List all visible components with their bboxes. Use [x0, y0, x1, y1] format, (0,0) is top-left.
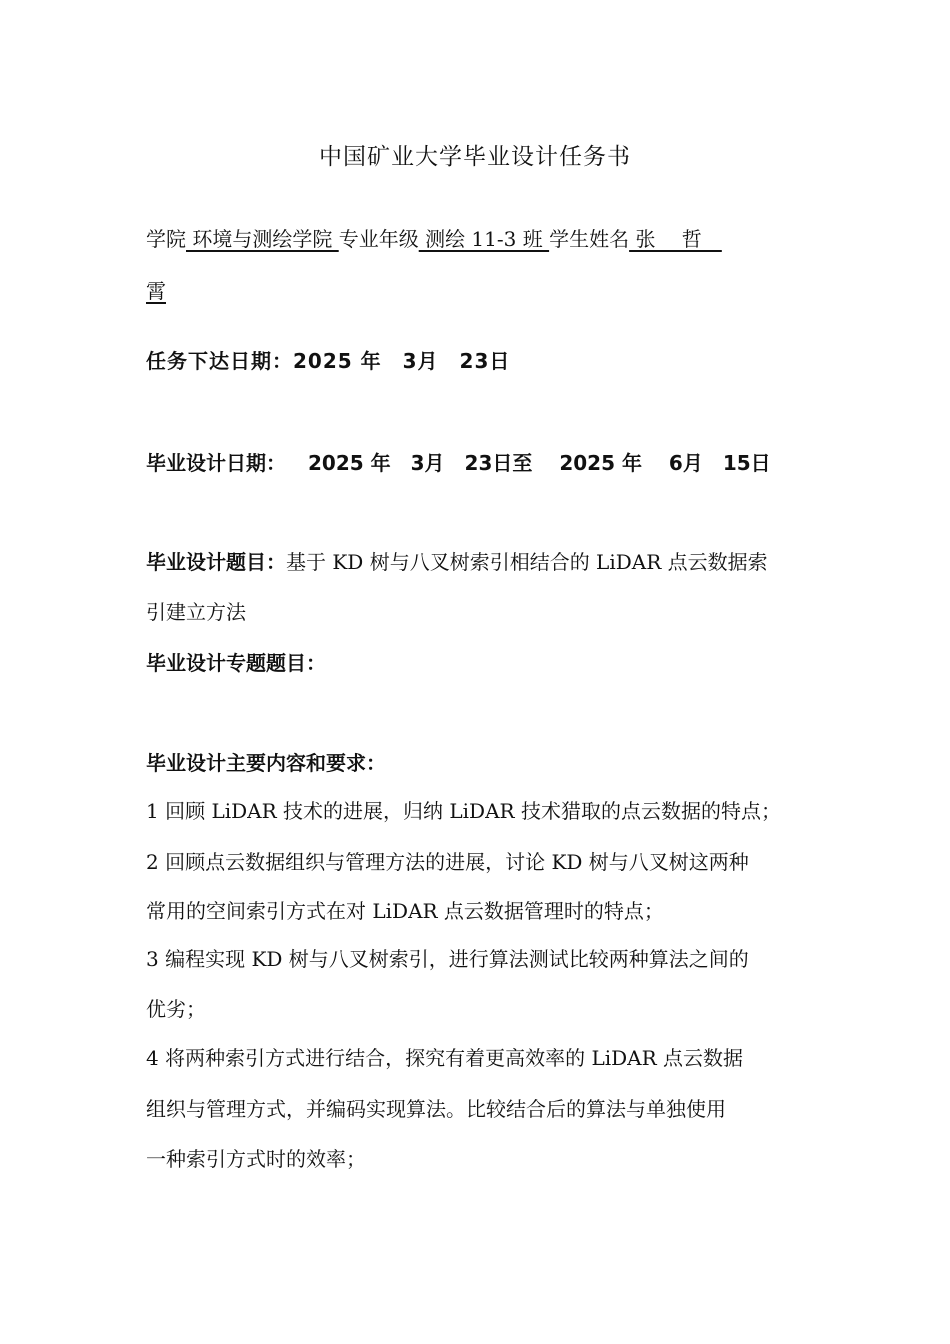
major-label: 专业年级	[338, 227, 419, 251]
design-date-label: 毕业设计日期：	[146, 451, 286, 475]
task-date-line	[146, 348, 510, 374]
task-date-label: 任务下达日期：	[146, 349, 293, 373]
special-topic-label: 毕业设计专题题目：	[146, 651, 326, 675]
topic-text-2: 引建立方法	[146, 600, 246, 624]
student-label: 学生姓名	[549, 227, 630, 251]
college-label: 学院	[146, 227, 186, 251]
student-name-part1: 张 哲	[629, 227, 722, 251]
document-title: 中国矿业大学毕业设计任务书	[319, 144, 631, 170]
header-row-continued	[146, 278, 166, 304]
requirement-line: 3 编程实现 KD 树与八叉树索引，进行算法测试比较两种算法之间的	[146, 947, 749, 971]
college-value: 环境与测绘学院	[186, 227, 339, 251]
design-date-line	[146, 450, 771, 476]
requirement-line: 一种索引方式时的效率；	[146, 1147, 366, 1171]
task-date-value: 2025 年 3月 23日	[293, 349, 511, 373]
requirement-line: 常用的空间索引方式在对 LiDAR 点云数据管理时的特点；	[146, 899, 664, 923]
topic-label: 毕业设计题目：	[146, 550, 286, 574]
major-value: 测绘 11-3 班	[418, 227, 550, 251]
topic-line-2	[146, 599, 246, 625]
requirement-line: 4 将两种索引方式进行结合，探究有着更高效率的 LiDAR 点云数据	[146, 1046, 744, 1070]
header-row	[146, 226, 722, 252]
requirement-line: 组织与管理方式，并编码实现算法。比较结合后的算法与单独使用	[146, 1097, 726, 1121]
topic-line-1	[146, 549, 768, 575]
design-date-value: 2025 年 3月 23日至 2025 年 6月 15日	[308, 451, 771, 475]
topic-text-1: 基于 KD 树与八叉树索引相结合的 LiDAR 点云数据索	[286, 550, 768, 574]
requirement-line: 优劣；	[146, 997, 206, 1021]
requirements-label: 毕业设计主要内容和要求：	[146, 751, 386, 775]
requirement-line: 2 回顾点云数据组织与管理方法的进展，讨论 KD 树与八叉树这两种	[146, 850, 749, 874]
requirement-line: 1 回顾 LiDAR 技术的进展，归纳 LiDAR 技术猎取的点云数据的特点；	[146, 799, 781, 823]
student-name-part2: 霄	[146, 279, 166, 303]
